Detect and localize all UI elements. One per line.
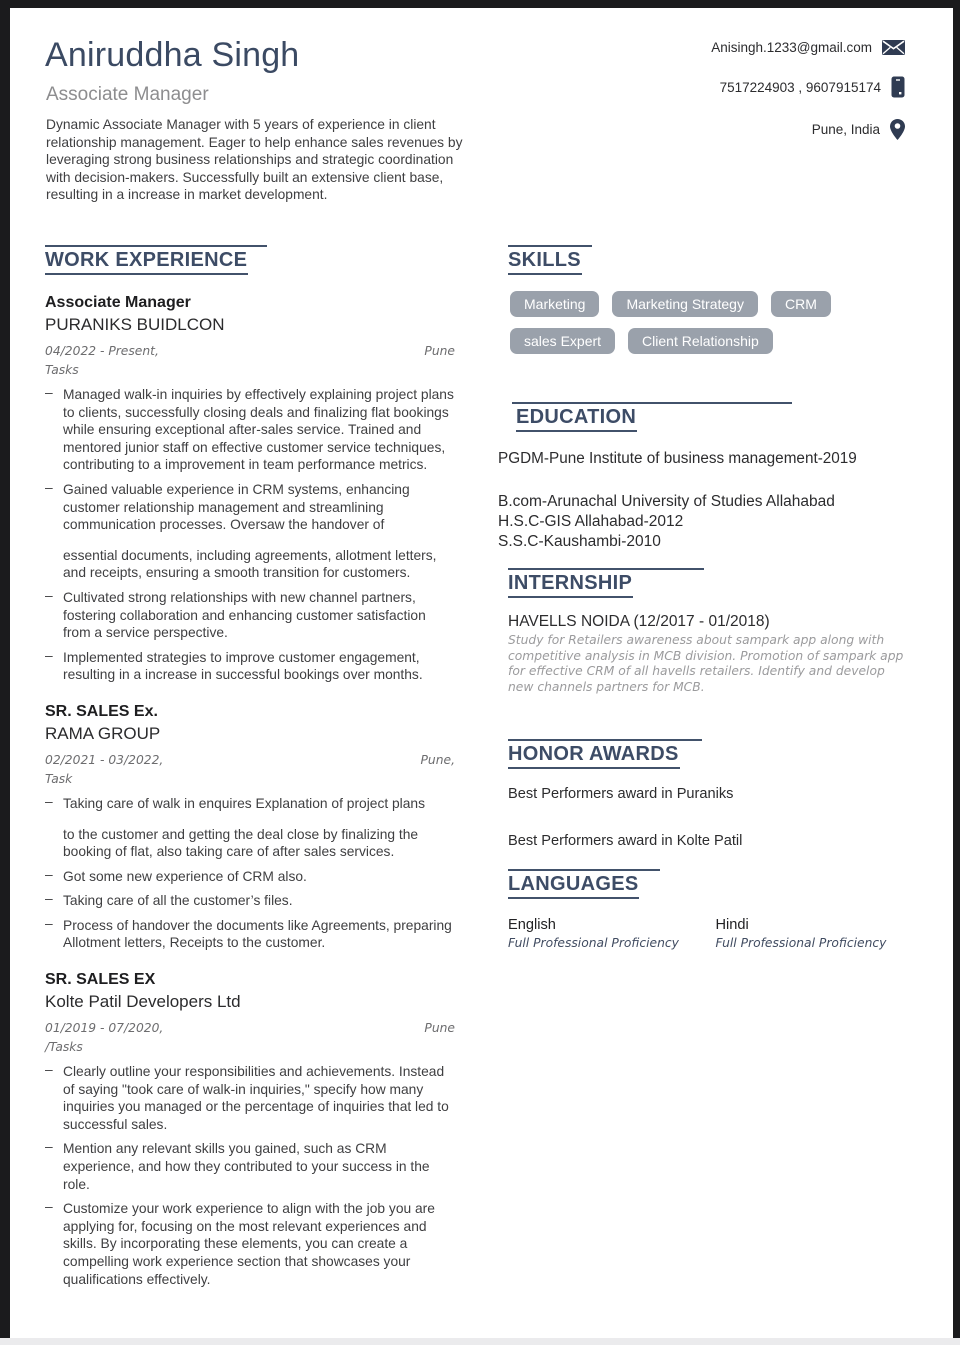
person-name: Aniruddha Singh [45,36,300,74]
tasks-label: Tasks [45,363,79,377]
job-entry-kolte-patil [45,971,455,1288]
language-proficiency: Full Professional Proficiency [508,936,679,951]
section-education [512,402,792,432]
job-dates: 01/2019 - 07/2020, [45,1021,164,1036]
language-item-hindi [716,917,924,950]
task-bullet-continuation: to the customer and getting the deal close by finalizing the booking of flat, also taking care of after sales services. [63,826,419,860]
skill-badge: CRM [771,291,831,317]
language-name: English [508,917,556,934]
language-list [508,917,923,950]
work-experience-heading: WORK EXPERIENCE [45,248,248,275]
contact-location: Pune, India [811,122,880,137]
smartphone-icon [891,76,905,98]
job-entry-puraniks [45,294,455,684]
envelope-icon [882,40,905,55]
person-job-title: Associate Manager [46,84,209,105]
contact-location-row [575,119,905,140]
contact-email-row [575,40,905,55]
map-pin-icon [890,119,905,140]
right-column [498,245,923,950]
skill-badge: sales Expert [510,328,615,354]
job-meta [45,344,455,358]
task-bullet: – Taking care of all the customer’s files. [45,892,455,910]
education-heading: EDUCATION [516,405,637,432]
language-proficiency: Full Professional Proficiency [715,936,887,951]
task-bullet: – Clearly outline your responsibilities and achievements. Instead of saying "took care of walk-in inquiries," specify how many inquiries you managed or the percentage of inquiries that led to successful sales. [45,1063,455,1133]
internship-title: HAVELLS NOIDA (12/2017 - 01/2018) [508,613,770,630]
education-entry: PGDM-Pune Institute of business management-2019 [498,450,857,467]
award-item: Best Performers award in Puraniks [508,786,734,803]
section-internship [508,568,704,598]
section-work-experience [45,245,267,275]
job-bullet-list [45,795,455,952]
task-bullet: – Managed walk-in inquiries by effectively explaining project plans to clients, successfully closing deals and finalizing flat bookings while ensuring exceptional after-sales service. Trained and mentored junior staff on effective customer service techniques, contributing to a improvement in team performance metrics. [45,386,455,474]
tasks-label: Task [45,771,73,786]
section-skills [508,245,592,275]
education-entry-group [498,492,923,552]
contact-phone: 7517224903 , 9607915174 [719,79,881,95]
job-title: SR. SALES EX [45,971,156,989]
job-location: Pune [424,344,455,358]
job-title: SR. SALES Ex. [45,702,158,720]
education-entry: H.S.C-GIS Allahabad-2012 [498,513,684,530]
left-column [45,245,455,1295]
tasks-label: /Tasks [45,1040,83,1055]
job-company: PURANIKS BUIDLCON [45,315,225,334]
education-entry: S.S.C-Kaushambi-2010 [498,533,661,550]
task-bullet: – Got some new experience of CRM also. [45,868,455,886]
task-bullet: – Implemented strategies to improve customer engagement, resulting in a increase in successful bookings over months. [45,649,455,684]
task-bullet: – Customize your work experience to align with the job you are applying for, focusing on the most relevant experiences and skills. By incorporating these elements, you can create a compelling work experience section that showcases your qualifications effectively. [45,1200,455,1288]
task-bullet: – Process of handover the documents like Agreements, preparing Allotment letters, Receipts to the customer. [45,917,455,952]
section-languages [508,869,660,899]
resume-page [10,8,953,1338]
job-bullet-list [45,386,455,684]
profile-summary: Dynamic Associate Manager with 5 years of experience in client relationship management. Eager to help enhance sales revenues by leveraging strong business relationships and strategic coordination with decision-makers. Successfully built an extensive client base, resulting in a increase in market development. [46,117,463,203]
task-bullet: – Gained valuable experience in CRM systems, enhancing customer relationship management and streamlining communication processes. Oversaw the handover of [45,481,455,534]
education-entry: B.com-Arunachal University of Studies Allahabad [498,493,835,510]
task-bullet-continuation: essential documents, including agreements, allotment letters, and receipts, ensuring a smooth transition for customers. [63,547,437,581]
task-bullet: – Mention any relevant skills you gained, such as CRM experience, and how they contributed to your success in the role. [45,1140,455,1193]
job-company: Kolte Patil Developers Ltd [45,992,241,1012]
skill-badge: Marketing [510,291,599,317]
language-name: Hindi [715,917,749,934]
job-location: Pune [424,1021,455,1036]
skill-badge: Marketing Strategy [612,291,758,317]
contact-phone-row [575,76,905,98]
skills-heading: SKILLS [508,248,582,275]
skill-badge-list [510,291,840,354]
job-company: RAMA GROUP [45,723,161,743]
honor-awards-heading: HONOR AWARDS [508,742,680,769]
contact-block [575,40,905,161]
contact-email: Anisingh.1233@gmail.com [711,40,872,55]
page-bottom-edge [0,1338,960,1345]
job-location: Pune, [420,752,455,767]
skill-badge: Client Relationship [628,328,773,354]
job-entry-rama-group [45,703,455,952]
internship-heading: INTERNSHIP [508,571,633,598]
award-item: Best Performers award in Kolte Patil [508,833,743,850]
job-meta [45,1021,455,1035]
task-bullet: – Taking care of walk in enquires Explanation of project plans [45,795,455,813]
languages-heading: LANGUAGES [508,872,639,899]
job-title: Associate Manager [45,294,191,311]
job-dates: 04/2022 - Present, [45,344,159,358]
task-bullet: – Cultivated strong relationships with new channel partners, fostering collaboration and enhancing customer satisfaction from a service perspective. [45,589,455,642]
section-honor-awards [508,739,702,769]
language-item-english [508,917,716,950]
internship-description: Study for Retailers awareness about sampark app along with competitive analysis in MCB division. Promotion of sampark app for effective CRM of all havells retailers. Identify and develop new channels partners for MCB. [508,633,904,694]
job-dates: 02/2021 - 03/2022, [45,752,164,767]
job-bullet-list [45,1063,455,1288]
job-meta [45,753,455,767]
